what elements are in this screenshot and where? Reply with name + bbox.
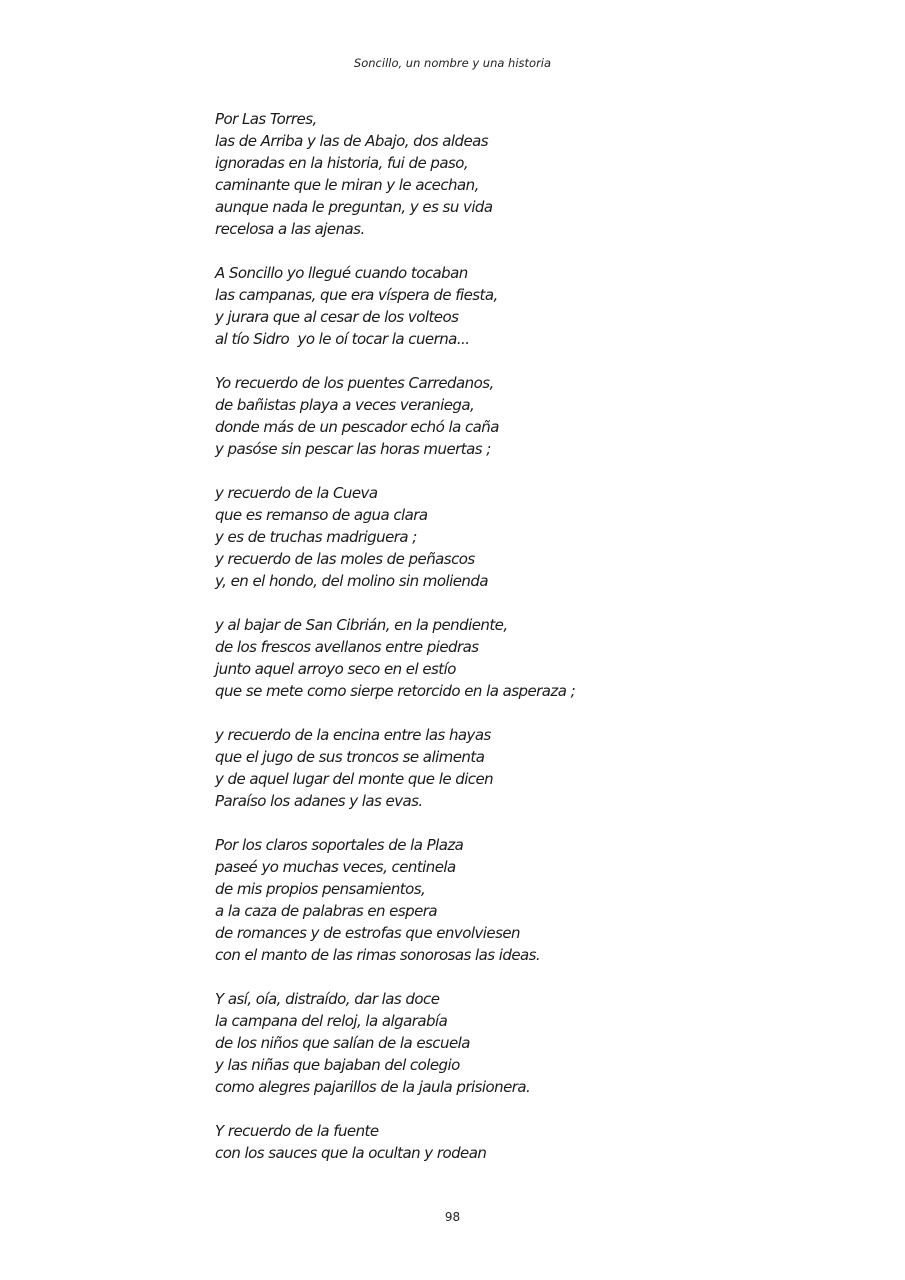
poem-line: y recuerdo de la encina entre las hayas	[215, 726, 491, 744]
poem-line: de mis propios pensamientos,	[215, 880, 426, 898]
poem-stanza	[215, 372, 855, 460]
poem-line: y las niñas que bajaban del colegio	[215, 1056, 460, 1074]
poem-line: con los sauces que la ocultan y rodean	[215, 1144, 487, 1162]
poem-stanza	[215, 262, 855, 350]
poem-line: donde más de un pescador echó la caña	[215, 418, 499, 436]
poem-line: y pasóse sin pescar las horas muertas ;	[215, 440, 491, 458]
running-header: Soncillo, un nombre y una historia	[353, 56, 552, 70]
poem-line: aunque nada le preguntan, y es su vida	[215, 198, 493, 216]
poem-line: y recuerdo de las moles de peñascos	[215, 550, 475, 568]
poem-line: Por Las Torres,	[215, 110, 317, 128]
poem-line: la campana del reloj, la algarabía	[215, 1012, 448, 1030]
poem-line: Paraíso los adanes y las evas.	[215, 792, 423, 810]
poem-line: y es de truchas madriguera ;	[215, 528, 417, 546]
poem-line: Por los claros soportales de la Plaza	[215, 836, 464, 854]
poem-line: de los frescos avellanos entre piedras	[215, 638, 479, 656]
poem-line: recelosa a las ajenas.	[215, 220, 365, 238]
poem-stanza	[215, 614, 855, 702]
poem-stanza	[215, 1120, 855, 1164]
poem-line: y de aquel lugar del monte que le dicen	[215, 770, 494, 788]
poem-line: como alegres pajarillos de la jaula prisionera.	[215, 1078, 531, 1096]
poem-line: Y así, oía, distraído, dar las doce	[215, 990, 440, 1008]
poem-line: al tío Sidro yo le oí tocar la cuerna...	[215, 330, 470, 348]
poem-line: caminante que le miran y le acechan,	[215, 176, 479, 194]
poem-line: que es remanso de agua clara	[215, 506, 428, 524]
poem-line: Y recuerdo de la fuente	[215, 1122, 379, 1140]
poem-line: y jurara que al cesar de los volteos	[215, 308, 459, 326]
poem-line: y recuerdo de la Cueva	[215, 484, 378, 502]
poem-line: junto aquel arroyo seco en el estío	[215, 660, 456, 678]
poem-stanza	[215, 482, 855, 592]
poem-line: a la caza de palabras en espera	[215, 902, 438, 920]
poem-line: que el jugo de sus troncos se alimenta	[215, 748, 485, 766]
poem-line: las de Arriba y las de Abajo, dos aldeas	[215, 132, 489, 150]
poem-line: las campanas, que era víspera de fiesta,	[215, 286, 498, 304]
poem-line: de los niños que salían de la escuela	[215, 1034, 470, 1052]
poem-stanza	[215, 108, 855, 240]
poem-line: de bañistas playa a veces veraniega,	[215, 396, 475, 414]
poem-line: A Soncillo yo llegué cuando tocaban	[215, 264, 468, 282]
poem-line: Yo recuerdo de los puentes Carredanos,	[215, 374, 494, 392]
poem-line: y, en el hondo, del molino sin molienda	[215, 572, 488, 590]
poem-line: que se mete como sierpe retorcido en la asperaza ;	[215, 682, 576, 700]
poem-stanza	[215, 988, 855, 1098]
poem-line: con el manto de las rimas sonorosas las ideas.	[215, 946, 541, 964]
page-number: 98	[444, 1210, 461, 1224]
poem-line: ignoradas en la historia, fui de paso,	[215, 154, 469, 172]
poem-line: de romances y de estrofas que envolviesen	[215, 924, 520, 942]
poem-line: y al bajar de San Cibrián, en la pendiente,	[215, 616, 508, 634]
poem-stanza	[215, 834, 855, 966]
poem-stanza	[215, 724, 855, 812]
poem-body	[215, 108, 855, 1186]
poem-line: paseé yo muchas veces, centinela	[215, 858, 456, 876]
